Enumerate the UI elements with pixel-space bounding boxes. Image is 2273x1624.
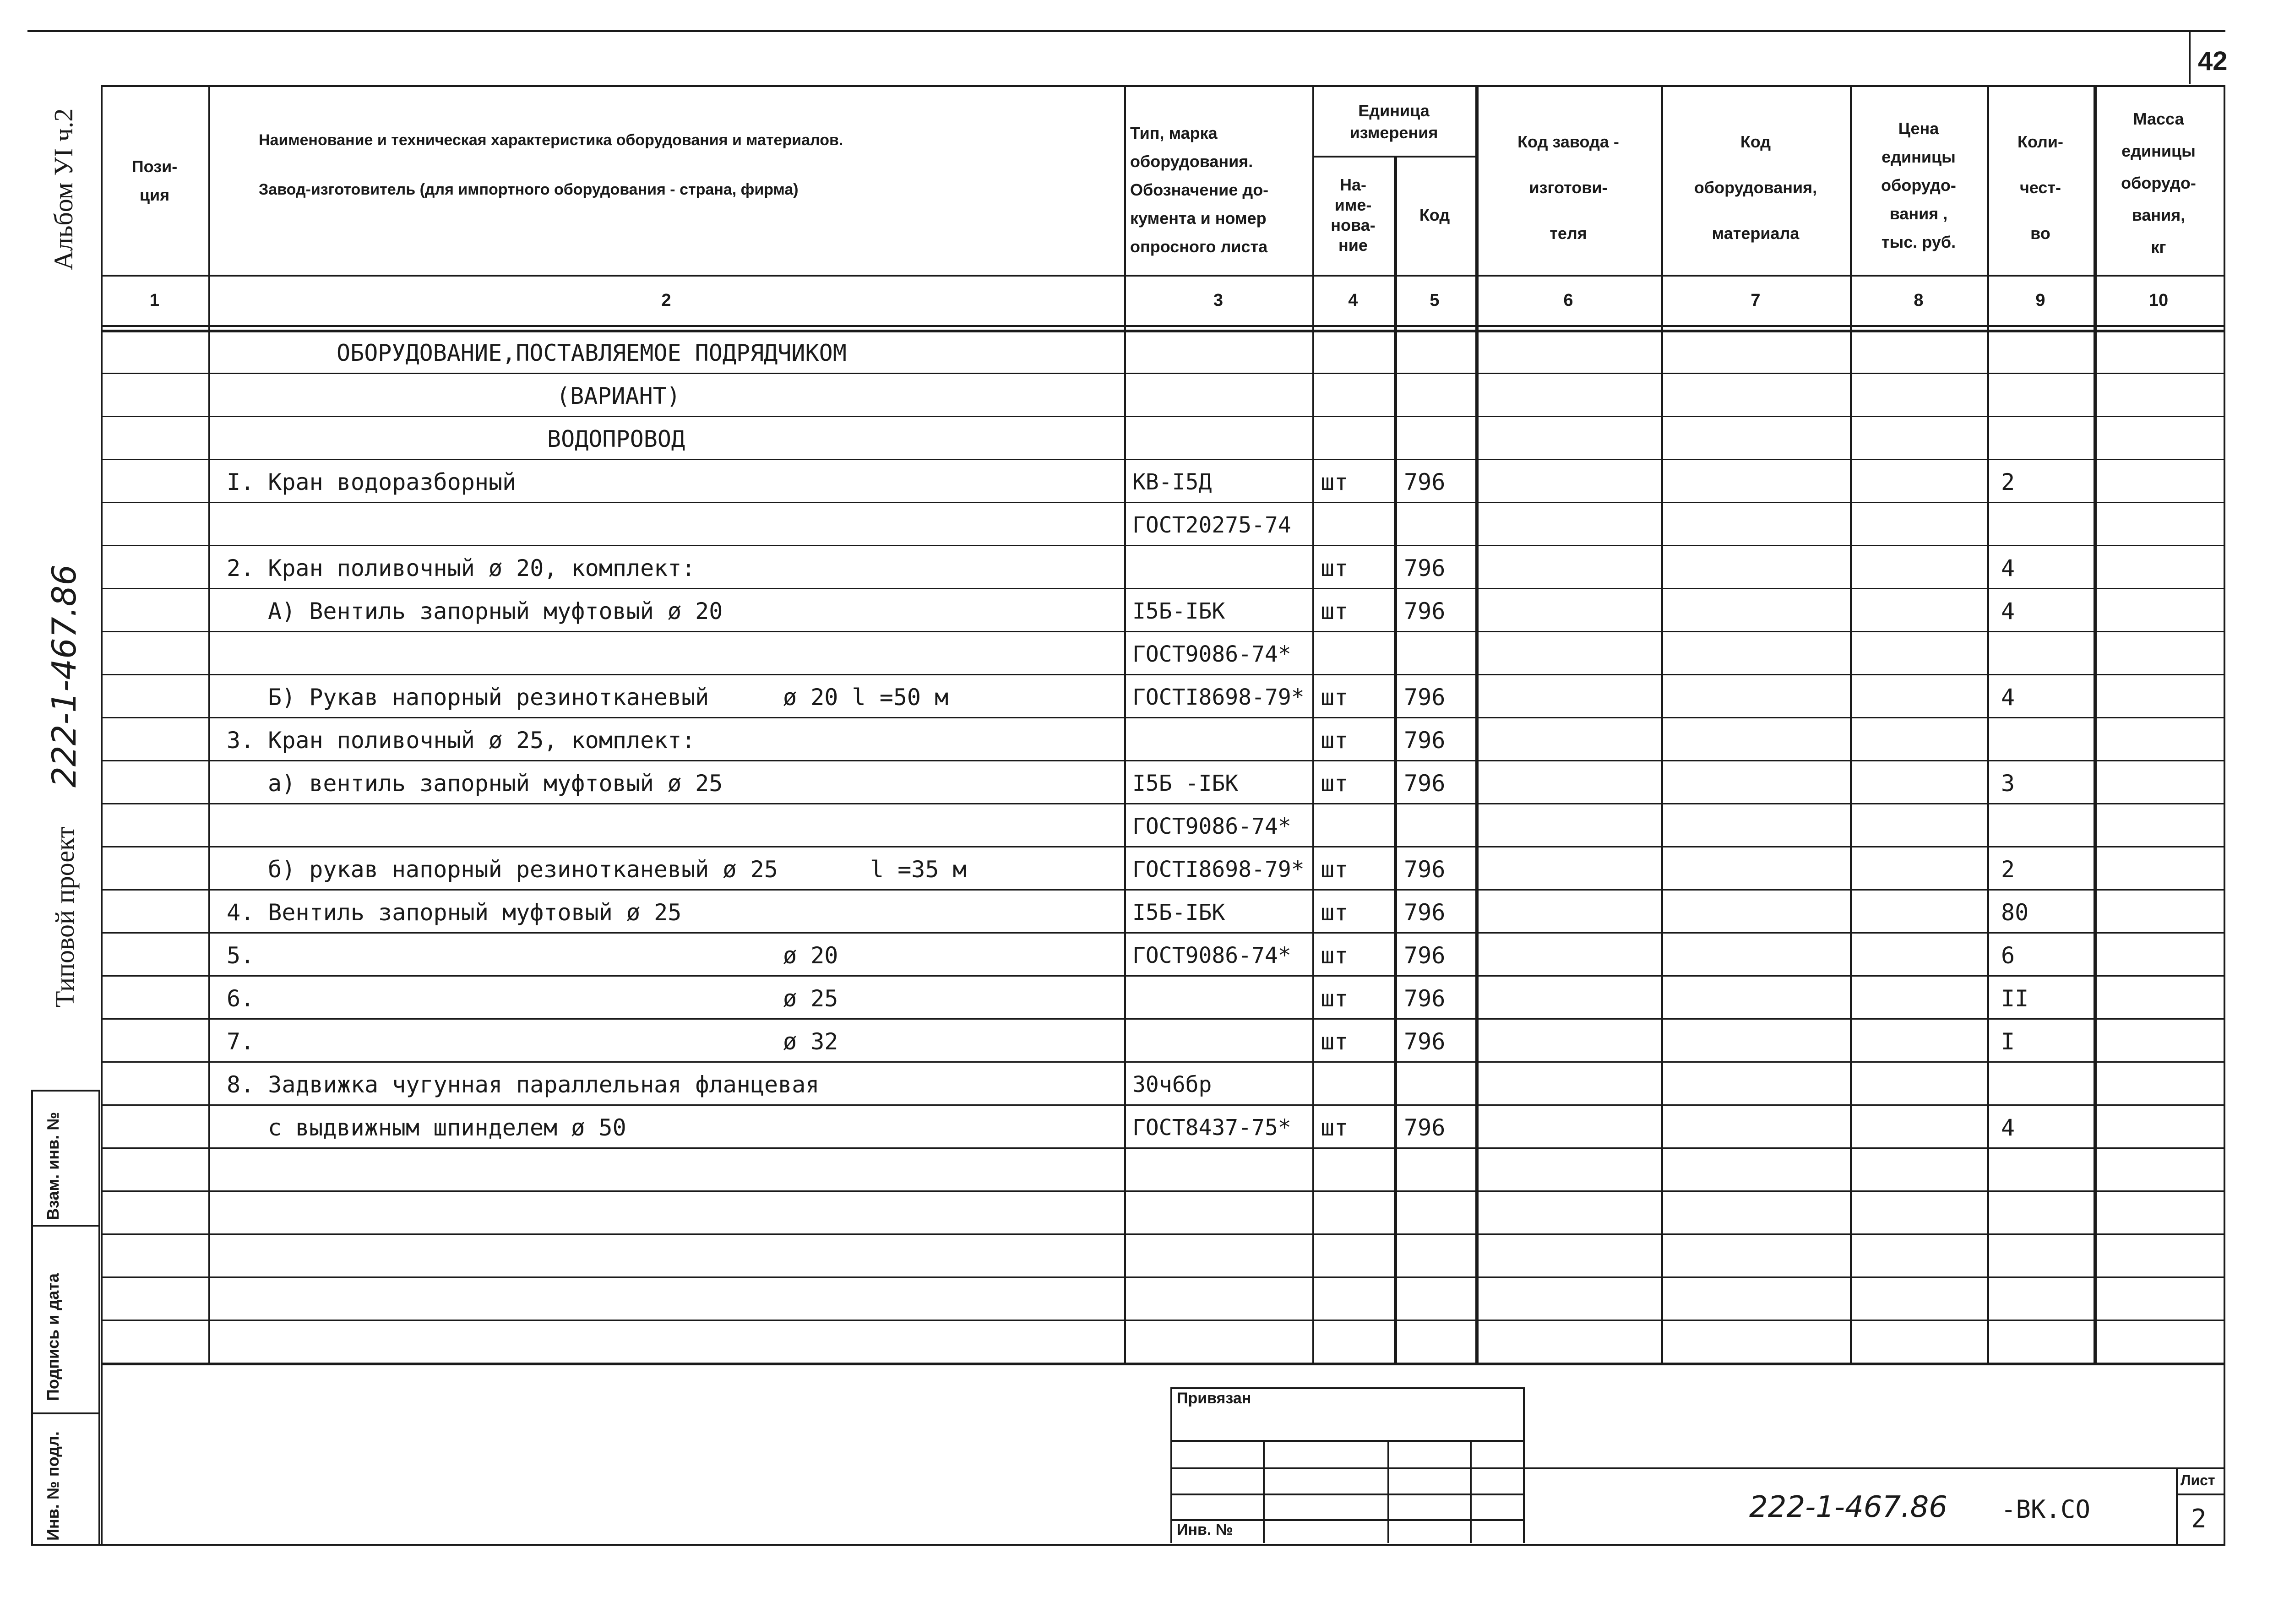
item-unit: шт xyxy=(1321,770,1349,797)
item-quantity: 3 xyxy=(2001,770,2015,797)
grid-line xyxy=(101,1320,2224,1321)
item-quantity: 4 xyxy=(2001,598,2015,625)
item-name: с выдвижным шпинделем ø 50 xyxy=(268,1114,626,1141)
item-unit-code: 796 xyxy=(1404,684,1446,711)
col-number: 9 xyxy=(2035,291,2045,310)
item-type: ГОСТ9086-74* xyxy=(1132,814,1291,839)
col-5-header: Код xyxy=(1419,206,1450,224)
grid-line xyxy=(101,275,2224,277)
item-unit: шт xyxy=(1321,985,1349,1012)
item-quantity: 80 xyxy=(2001,899,2029,926)
item-name-detail: ø 25 xyxy=(783,985,838,1012)
item-quantity: 4 xyxy=(2001,684,2015,711)
col-number: 6 xyxy=(1563,291,1573,310)
section-heading: (ВАРИАНТ) xyxy=(556,383,680,409)
item-unit: шт xyxy=(1321,942,1349,969)
item-unit: шт xyxy=(1321,1114,1349,1141)
project-label: Типовой проект xyxy=(50,826,80,1007)
item-name: 6. xyxy=(227,985,255,1012)
item-quantity: 4 xyxy=(2001,1114,2015,1141)
item-unit: шт xyxy=(1321,598,1349,625)
grid-line xyxy=(1987,85,1989,1363)
item-name-detail: ø 20 xyxy=(783,942,838,969)
grid-line xyxy=(1124,85,1126,1363)
item-quantity: 4 xyxy=(2001,555,2015,581)
item-unit: шт xyxy=(1321,899,1349,926)
item-type: ГОСТI8698-79* xyxy=(1132,684,1305,710)
item-name: б) рукав напорный резинотканевый ø 25 xyxy=(268,856,778,883)
item-type: ГОСТ9086-74* xyxy=(1132,641,1291,667)
inv-no-label: Инв. № xyxy=(1177,1521,1233,1538)
item-unit: шт xyxy=(1321,856,1349,883)
col-number: 1 xyxy=(149,291,160,310)
bottom-border xyxy=(31,1544,2225,1546)
col-number: 4 xyxy=(1348,291,1358,310)
item-unit-code: 796 xyxy=(1404,856,1446,883)
item-unit-code: 796 xyxy=(1404,899,1446,926)
stamp-vzam-inv: Взам. инв. № xyxy=(44,1112,62,1220)
section-heading: ОБОРУДОВАНИЕ,ПОСТАВЛЯЕМОЕ ПОДРЯДЧИКОМ xyxy=(337,340,847,366)
item-unit: шт xyxy=(1321,684,1349,711)
grid-line xyxy=(101,85,2224,87)
col-2-header: Наименование и техническая характеристика оборудования и материалов. Завод-изготовитель (для импортного оборудования - страна, фирма) xyxy=(259,131,843,198)
item-unit-code: 796 xyxy=(1404,598,1446,625)
list-number: 2 xyxy=(2191,1504,2207,1534)
item-name: 3. Кран поливочный ø 25, комплект: xyxy=(227,727,696,754)
grid-line xyxy=(1312,85,1314,1363)
corner-divider xyxy=(2189,30,2191,84)
item-name: 4. Вентиль запорный муфтовый ø 25 xyxy=(227,899,682,926)
unit-group-header: Единица измерения xyxy=(1349,101,1438,142)
grid-line xyxy=(208,85,210,1363)
item-name: I. Кран водоразборный xyxy=(227,469,517,495)
item-unit-code: 796 xyxy=(1404,770,1446,797)
item-quantity: 2 xyxy=(2001,856,2015,883)
grid-line xyxy=(101,416,2224,417)
item-name: А) Вентиль запорный муфтовый ø 20 xyxy=(268,598,723,625)
col-8-header: Цена единицы оборудо- вания , тыс. руб. xyxy=(1881,119,1956,251)
album-label: Альбом УI ч.2 xyxy=(49,108,78,270)
grid-line xyxy=(101,1233,2224,1235)
list-label: Лист xyxy=(2181,1472,2215,1488)
privyazan-label: Привязан xyxy=(1177,1390,1251,1407)
item-type: I5Б-IБК xyxy=(1132,598,1225,624)
grid-line xyxy=(1394,156,1397,1363)
item-type: КВ-I5Д xyxy=(1132,469,1212,495)
grid-line xyxy=(101,1363,103,1544)
item-quantity: 6 xyxy=(2001,942,2015,969)
designation-handwritten: 222-1-467.86 xyxy=(1749,1490,1947,1524)
col-3-header: Тип, марка оборудования. Обозначение до- кумента и номер опросного листа xyxy=(1130,124,1269,256)
item-unit: шт xyxy=(1321,727,1349,754)
item-type: ГОСТ8437-75* xyxy=(1132,1115,1291,1141)
col-number: 5 xyxy=(1430,291,1440,310)
col-9-header: Коли- чест- во xyxy=(2017,132,2064,243)
item-type: I5Б -IБК xyxy=(1132,771,1239,796)
item-quantity: 2 xyxy=(2001,469,2015,495)
item-unit: шт xyxy=(1321,555,1349,581)
grid-line xyxy=(101,1276,2224,1278)
item-unit-code: 796 xyxy=(1404,469,1446,495)
grid-line xyxy=(101,85,103,1363)
grid-line xyxy=(101,325,2224,327)
item-unit-code: 796 xyxy=(1404,555,1446,581)
item-unit-code: 796 xyxy=(1404,1028,1446,1055)
item-unit: шт xyxy=(1321,1028,1349,1055)
grid-line xyxy=(1475,85,1479,1363)
stamp-podpis-data: Подпись и дата xyxy=(44,1273,62,1401)
col-number: 3 xyxy=(1213,291,1224,310)
col-10-header: Масса единицы оборудо- вания, кг xyxy=(2121,109,2196,256)
grid-line xyxy=(2094,85,2097,1363)
grid-line xyxy=(101,1190,2224,1192)
item-name: а) вентиль запорный муфтовый ø 25 xyxy=(268,770,723,797)
col-number: 2 xyxy=(661,291,671,310)
item-name-detail: ø 20 l =50 м xyxy=(783,684,949,711)
item-type: ГОСТI8698-79* xyxy=(1132,857,1305,882)
item-unit-code: 796 xyxy=(1404,985,1446,1012)
item-name-detail: l =35 м xyxy=(870,856,967,883)
col-4-header: На- име- нова- ние xyxy=(1331,175,1376,255)
item-unit-code: 796 xyxy=(1404,942,1446,969)
section-heading: ВОДОПРОВОД xyxy=(547,426,685,452)
project-number-handwritten: 222-1-467.86 xyxy=(45,564,83,788)
top-rule xyxy=(27,30,2225,32)
col-6-header: Код завода - изготови- теля xyxy=(1517,132,1619,243)
item-unit-code: 796 xyxy=(1404,727,1446,754)
item-type: ГОСТ20275-74 xyxy=(1132,512,1291,538)
designation-suffix: -ВК.СО xyxy=(2001,1495,2091,1524)
col-7-header: Код оборудования, материала xyxy=(1694,132,1817,243)
grid-line xyxy=(1850,85,1852,1363)
item-type: 30ч6бр xyxy=(1132,1072,1212,1097)
corner-sheet-number: 42 xyxy=(2198,46,2228,76)
item-type: ГОСТ9086-74* xyxy=(1132,943,1291,968)
col-1-header: Пози- ция xyxy=(131,157,178,204)
item-name: Б) Рукав напорный резинотканевый xyxy=(268,684,709,711)
col-number: 8 xyxy=(1914,291,1924,310)
item-quantity: II xyxy=(2001,985,2029,1012)
stamp-inv-podl: Инв. № подл. xyxy=(44,1431,62,1541)
item-quantity: I xyxy=(2001,1028,2015,1055)
item-name: 8. Задвижка чугунная параллельная фланцевая xyxy=(227,1071,820,1098)
item-name: 2. Кран поливочный ø 20, комплект: xyxy=(227,555,696,581)
col-number: 10 xyxy=(2148,291,2169,310)
item-type: I5Б-IБК xyxy=(1132,900,1225,925)
col-number: 7 xyxy=(1751,291,1761,310)
item-name-detail: ø 32 xyxy=(783,1028,838,1055)
item-name: 7. xyxy=(227,1028,255,1055)
grid-line xyxy=(1661,85,1663,1363)
item-name: 5. xyxy=(227,942,255,969)
item-unit: шт xyxy=(1321,469,1349,495)
item-unit-code: 796 xyxy=(1404,1114,1446,1141)
right-border xyxy=(2224,85,2225,1546)
grid-line xyxy=(101,459,2224,460)
